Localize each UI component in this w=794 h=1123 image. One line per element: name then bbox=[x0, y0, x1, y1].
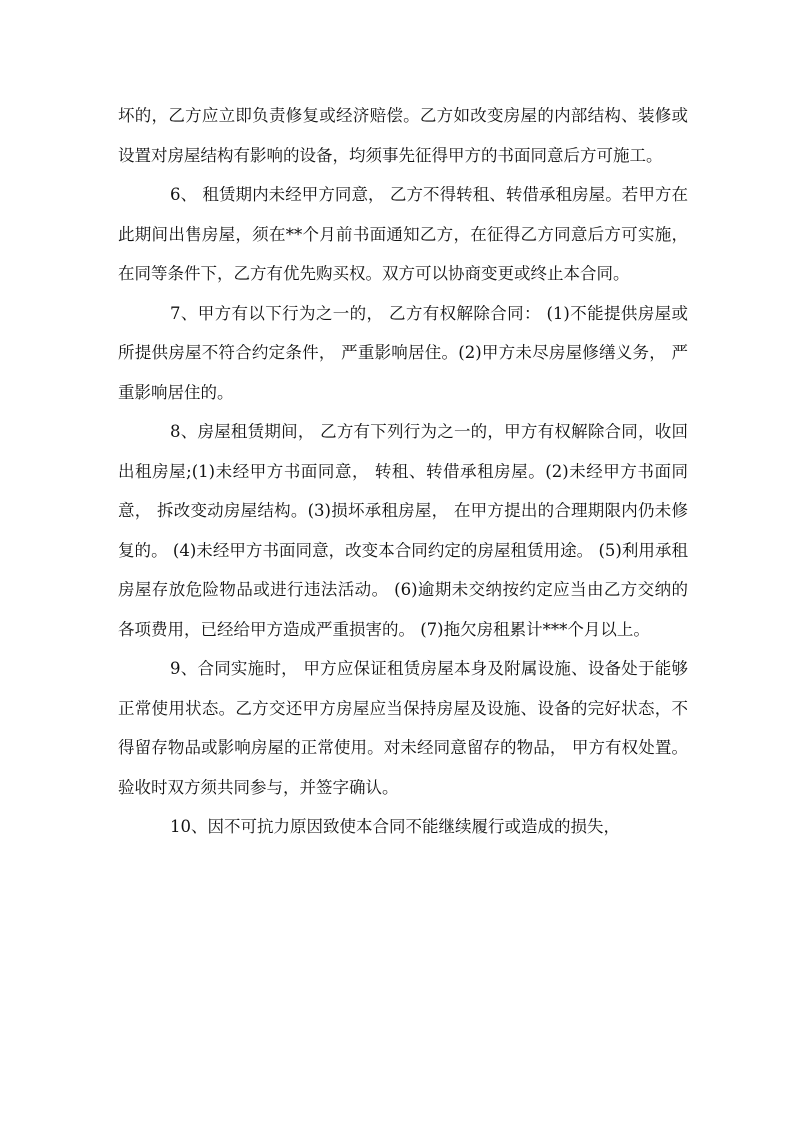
paragraph-clause-9: 9、合同实施时， 甲方应保证租赁房屋本身及附属设施、设备处于能够正常使用状态。乙方交还甲方房屋应当保持房屋及设施、设备的完好状态，不得留存物品或影响房屋的正常使用。对未经同意留存的物品， 甲方有权处置。验收时双方须共同参与，并签字确认。 bbox=[118, 659, 688, 797]
document-body bbox=[118, 96, 688, 847]
paragraph-continuation: 坏的，乙方应立即负责修复或经济赔偿。乙方如改变房屋的内部结构、装修或设置对房屋结构有影响的设备，均须事先征得甲方的书面同意后方可施工。 bbox=[118, 106, 688, 165]
paragraph-clause-8: 8、房屋租赁期间， 乙方有下列行为之一的，甲方有权解除合同，收回出租房屋;(1)未经甲方书面同意， 转租、转借承租房屋。(2)未经甲方书面同意， 拆改变动房屋结构。(3)损坏承租房屋， 在甲方提出的合理期限内仍未修复的。 (4)未经甲方书面同意，改变本合同约定的房屋租赁用途。 (5)利用承租房屋存放危险物品或进行违法活动。 (6)逾期未交纳按约定应当由乙方交纳的各项费用，已经给甲方造成严重损害的。 (7)拖欠房租累计***个月以上。 bbox=[118, 422, 688, 639]
paragraph-clause-7: 7、甲方有以下行为之一的， 乙方有权解除合同： (1)不能提供房屋或所提供房屋不符合约定条件， 严重影响居住。(2)甲方未尽房屋修缮义务， 严重影响居住的。 bbox=[118, 303, 688, 402]
paragraph-clause-10: 10、因不可抗力原因致使本合同不能继续履行或造成的损失， bbox=[170, 817, 620, 836]
paragraph-clause-6: 6、 租赁期内未经甲方同意， 乙方不得转租、转借承租房屋。若甲方在此期间出售房屋，须在**个月前书面通知乙方，在征得乙方同意后方可实施，在同等条件下，乙方有优先购买权。双方可以协商变更或终止本合同。 bbox=[118, 185, 688, 283]
